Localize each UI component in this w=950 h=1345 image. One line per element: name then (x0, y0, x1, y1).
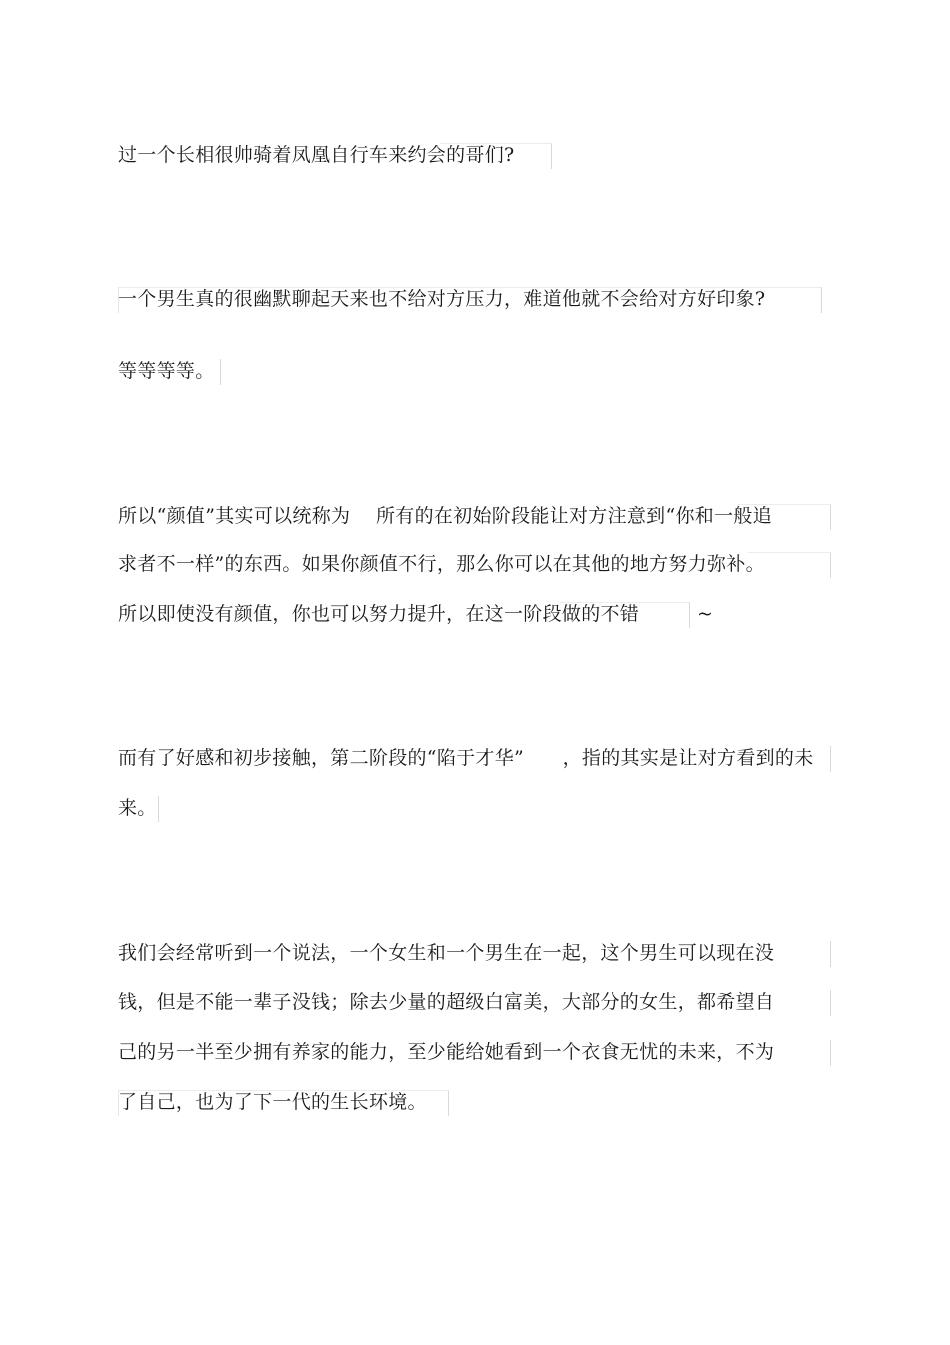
text-line: 来。 (118, 797, 157, 819)
line-frame (780, 1040, 831, 1066)
text-line: 过一个长相很帅骑着凤凰自行车来约会的哥们? (118, 144, 515, 166)
text-line: 己的另一半至少拥有养家的能力，至少能给她看到一个衣食无忧的未来，不为 (118, 1041, 775, 1063)
text-line: 钱，但是不能一辈子没钱；除去少量的超级白富美，大部分的女生，都希望自 (118, 991, 775, 1013)
line-frame (780, 941, 831, 967)
text-line: 了自己，也为了下一代的生长环境。 (118, 1091, 427, 1113)
text-line: 所以“颜值”其实可以统称为 所有的在初始阶段能让对方注意到“你和一般追 (118, 505, 772, 527)
text-line: 等等等等。 (118, 360, 215, 382)
text-line: 一个男生真的很幽默聊起天来也不给对方压力，难道他就不会给对方好印象? (118, 288, 766, 310)
text-line: 我们会经常听到一个说法，一个女生和一个男生在一起，这个男生可以现在没 (118, 942, 775, 964)
line-frame (780, 990, 831, 1016)
text-line: 而有了好感和初步接触，第二阶段的“陷于才华” ，指的其实是让对方看到的未 (118, 747, 814, 769)
text-line: 求者不一样”的东西。如果你颜值不行，那么你可以在其他的地方努力弥补。 (118, 553, 765, 575)
text-line: 所以即使没有颜值，你也可以努力提升，在这一阶段做的不错 ~ (118, 603, 714, 625)
